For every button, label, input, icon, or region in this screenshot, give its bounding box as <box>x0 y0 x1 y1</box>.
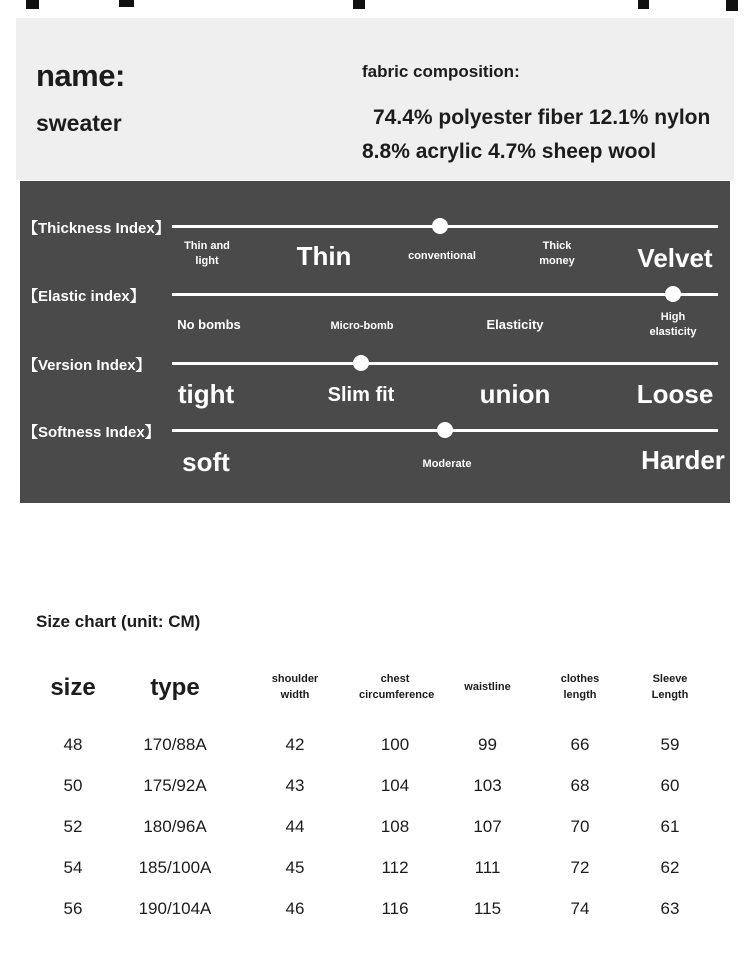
thickness-option: Thick money <box>539 240 575 267</box>
name-label: name: <box>36 58 125 93</box>
thickness-option: Thin <box>296 241 352 271</box>
softness-option: Harder <box>641 445 725 475</box>
cell-type: 175/92A <box>143 775 207 795</box>
elastic-option: Elasticity <box>486 317 544 332</box>
elastic-option: No bombs <box>177 317 241 332</box>
cell-shoulder: 46 <box>285 898 305 918</box>
cell-sleeve: 59 <box>660 734 680 754</box>
version-option: Loose <box>636 379 714 409</box>
version-option: tight <box>177 379 235 409</box>
column-header-text: chest circumference <box>359 673 435 701</box>
thickness-option: Thin and light <box>184 240 230 267</box>
cell-size: 48 <box>63 734 83 754</box>
cell-shoulder: 44 <box>285 816 305 836</box>
cell-waist: 111 <box>474 857 501 877</box>
cell-shoulder: 43 <box>285 775 305 795</box>
cell-type: 170/88A <box>143 734 207 754</box>
column-header-waistline <box>440 652 535 724</box>
column-header-clothes-length <box>535 652 625 724</box>
cropped-text-fragment <box>26 0 39 9</box>
column-header-text: clothes length <box>560 673 600 701</box>
cell-chest: 112 <box>381 857 409 877</box>
cell-type: 190/104A <box>138 898 212 918</box>
cell-sleeve: 62 <box>660 857 680 877</box>
thickness-slider-dot <box>432 218 448 234</box>
softness-option: soft <box>182 447 230 477</box>
column-header-text: waistline <box>464 681 511 694</box>
version-option: Slim fit <box>327 384 395 406</box>
elastic-option: Micro-bomb <box>330 320 394 332</box>
cell-sleeve: 60 <box>660 775 680 795</box>
cell-sleeve: 61 <box>660 816 680 836</box>
cell-waist: 115 <box>473 898 502 918</box>
cell-type: 185/100A <box>138 857 212 877</box>
thickness-option: Velvet <box>637 243 713 273</box>
product-name: sweater <box>36 110 122 136</box>
cell-length: 74 <box>570 898 590 918</box>
size-chart-table <box>36 652 715 929</box>
size-chart-title: Size chart (unit: CM) <box>36 612 201 631</box>
version-option: union <box>479 379 551 409</box>
cell-size: 54 <box>63 857 83 877</box>
cell-sleeve: 63 <box>660 898 680 918</box>
elastic-index-label: 【Elastic index】 <box>23 288 145 305</box>
column-header-text: Sleeve Length <box>651 673 689 701</box>
cell-chest: 104 <box>380 775 410 795</box>
column-header-size: size <box>50 674 96 701</box>
cell-length: 68 <box>570 775 590 795</box>
cropped-text-fragment <box>353 0 365 9</box>
cell-size: 50 <box>63 775 83 795</box>
column-header-chest-circumference <box>350 652 440 724</box>
elastic-slider-dot <box>665 286 681 302</box>
softness-index-label: 【Softness Index】 <box>23 424 160 441</box>
column-header-sleeve-length <box>625 652 715 724</box>
fabric-composition-label: fabric composition: <box>362 62 520 81</box>
cell-shoulder: 45 <box>285 857 305 877</box>
fabric-composition-line1: 74.4% polyester fiber 12.1% nylon <box>373 106 711 129</box>
column-header-type: type <box>150 674 200 701</box>
cell-size: 56 <box>63 898 83 918</box>
cell-waist: 99 <box>478 734 497 754</box>
cell-length: 72 <box>570 857 590 877</box>
cropped-text-fragment <box>726 0 738 11</box>
version-slider-track <box>172 362 718 365</box>
cell-shoulder: 42 <box>285 734 305 754</box>
cell-chest: 108 <box>380 816 410 836</box>
product-header <box>16 18 734 180</box>
version-index-label: 【Version Index】 <box>23 357 151 374</box>
cell-length: 70 <box>570 816 590 836</box>
column-header-shoulder-width <box>240 652 350 724</box>
thickness-index-label: 【Thickness Index】 <box>23 220 170 237</box>
softness-option: Moderate <box>422 458 472 470</box>
cell-chest: 116 <box>381 898 409 918</box>
cell-length: 66 <box>570 734 590 754</box>
cell-chest: 100 <box>380 734 410 754</box>
softness-slider-dot <box>437 422 453 438</box>
cell-size: 52 <box>63 816 83 836</box>
index-panel <box>20 181 730 503</box>
thickness-option: conventional <box>408 250 476 262</box>
elastic-slider-track <box>172 293 718 296</box>
fabric-composition-line2: 8.8% acrylic 4.7% sheep wool <box>362 140 657 163</box>
cropped-text-fragment <box>119 0 134 7</box>
elastic-option: High elasticity <box>649 311 697 338</box>
cell-type: 180/96A <box>143 816 207 836</box>
cell-waist: 107 <box>473 816 502 836</box>
cropped-text-fragment <box>638 0 649 9</box>
column-header-text: shoulder width <box>271 673 319 701</box>
cell-waist: 103 <box>473 775 502 795</box>
version-slider-dot <box>353 355 369 371</box>
